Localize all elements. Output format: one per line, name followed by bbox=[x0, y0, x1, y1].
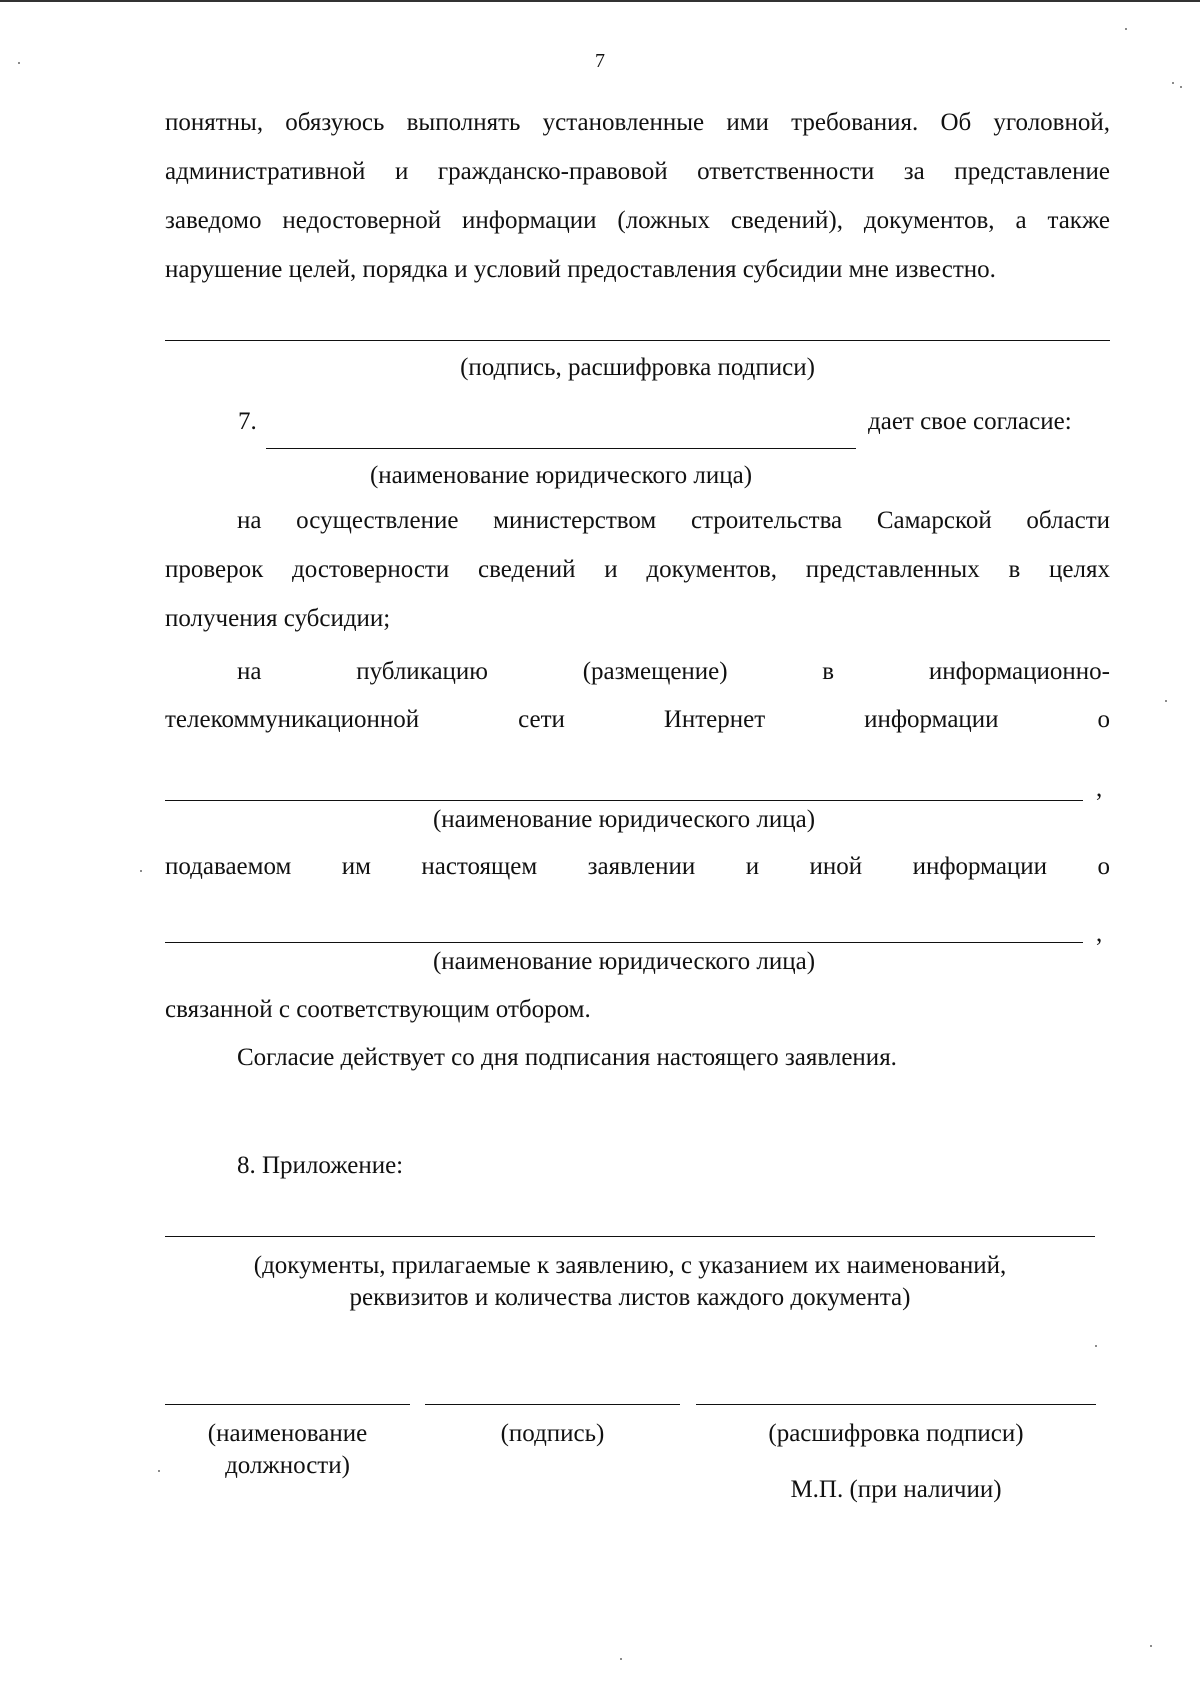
word: иной bbox=[809, 853, 863, 880]
liability-line-1: понятны, обязуюсь выполнять установленные ими требования. Об уголовной, bbox=[165, 109, 1110, 136]
scan-speck bbox=[1172, 82, 1174, 84]
scan-speck bbox=[1150, 1645, 1152, 1647]
liability-line-3: заведомо недостоверной информации (ложных сведений), документов, а также bbox=[165, 207, 1110, 234]
word: Интернет bbox=[663, 706, 766, 733]
legal-entity-caption-1: (наименование юридического лица) bbox=[369, 462, 753, 489]
scan-speck bbox=[140, 870, 142, 872]
submitted-line bbox=[165, 853, 1110, 881]
decryption-caption: (расшифровка подписи) bbox=[768, 1420, 1024, 1447]
word: в bbox=[822, 658, 835, 685]
attachments-line bbox=[165, 1236, 1095, 1237]
word: (размещение) bbox=[582, 658, 728, 685]
scan-speck bbox=[1095, 1345, 1097, 1347]
page-number: 7 bbox=[595, 50, 605, 72]
publication-line-1 bbox=[237, 658, 1110, 686]
position-line bbox=[165, 1404, 410, 1405]
checks-line-2: проверок достоверности сведений и документов, представленных в целях bbox=[165, 556, 1110, 583]
word: о bbox=[1097, 706, 1110, 733]
legal-entity-line-3 bbox=[165, 942, 1083, 943]
word: информации bbox=[912, 853, 1048, 880]
position-caption bbox=[165, 1418, 410, 1482]
scan-speck bbox=[18, 62, 20, 64]
checks-line-1: на осуществление министерством строительства Самарской области bbox=[237, 507, 1110, 534]
publication-line-2 bbox=[165, 706, 1110, 734]
validity-text: Согласие действует со дня подписания настоящего заявления. bbox=[237, 1044, 897, 1071]
item7-consent-text: дает свое согласие: bbox=[868, 408, 1072, 435]
liability-line-4: нарушение целей, порядка и условий предоставления субсидии мне известно. bbox=[165, 256, 996, 283]
comma: , bbox=[1096, 775, 1103, 802]
checks-line-3: получения субсидии; bbox=[165, 605, 391, 632]
word: им bbox=[341, 853, 371, 880]
scan-speck bbox=[1165, 700, 1167, 702]
scan-speck bbox=[620, 1658, 622, 1660]
comma: , bbox=[1096, 920, 1103, 947]
word: о bbox=[1097, 853, 1110, 880]
word: на bbox=[237, 658, 262, 685]
word: настоящем bbox=[421, 853, 538, 880]
scan-speck bbox=[158, 1470, 160, 1472]
scan-edge bbox=[0, 0, 1200, 2]
signature-caption: (подпись, расшифровка подписи) bbox=[460, 354, 815, 381]
signature-line-2 bbox=[425, 1404, 680, 1405]
word: подаваемом bbox=[165, 853, 292, 880]
legal-entity-caption-3: (наименование юридического лица) bbox=[432, 948, 816, 975]
legal-entity-line-1 bbox=[266, 448, 856, 449]
word: и bbox=[745, 853, 760, 880]
word: сети bbox=[518, 706, 565, 733]
word: информации bbox=[864, 706, 999, 733]
liability-paragraph bbox=[165, 98, 1110, 294]
scan-speck bbox=[1125, 28, 1127, 30]
attachments-caption-line-2: реквизитов и количества листов каждого документа) bbox=[349, 1284, 911, 1311]
related-selection-text: связанной с соответствующим отбором. bbox=[165, 996, 591, 1023]
attachments-caption bbox=[165, 1250, 1095, 1314]
signature-caption-2: (подпись) bbox=[500, 1420, 605, 1447]
checks-paragraph bbox=[165, 496, 1110, 643]
stamp-caption: М.П. (при наличии) bbox=[790, 1476, 1002, 1503]
legal-entity-caption-2: (наименование юридического лица) bbox=[432, 806, 816, 833]
attachments-title: 8. Приложение: bbox=[237, 1152, 404, 1179]
word: публикацию bbox=[356, 658, 488, 685]
word: заявлении bbox=[587, 853, 696, 880]
position-caption-line-1: (наименование bbox=[207, 1420, 368, 1447]
attachments-caption-line-1: (документы, прилагаемые к заявлению, с указанием их наименований, bbox=[253, 1252, 1007, 1279]
liability-line-2: административной и гражданско-правовой ответственности за представление bbox=[165, 158, 1110, 185]
word: телекоммуникационной bbox=[165, 706, 420, 733]
decryption-line bbox=[696, 1404, 1096, 1405]
signature-line bbox=[165, 340, 1110, 341]
item7-number: 7. bbox=[238, 408, 257, 435]
legal-entity-line-2 bbox=[165, 800, 1083, 801]
scan-speck bbox=[1180, 86, 1182, 88]
position-caption-line-2: должности) bbox=[225, 1452, 350, 1479]
word: информационно- bbox=[928, 658, 1110, 685]
